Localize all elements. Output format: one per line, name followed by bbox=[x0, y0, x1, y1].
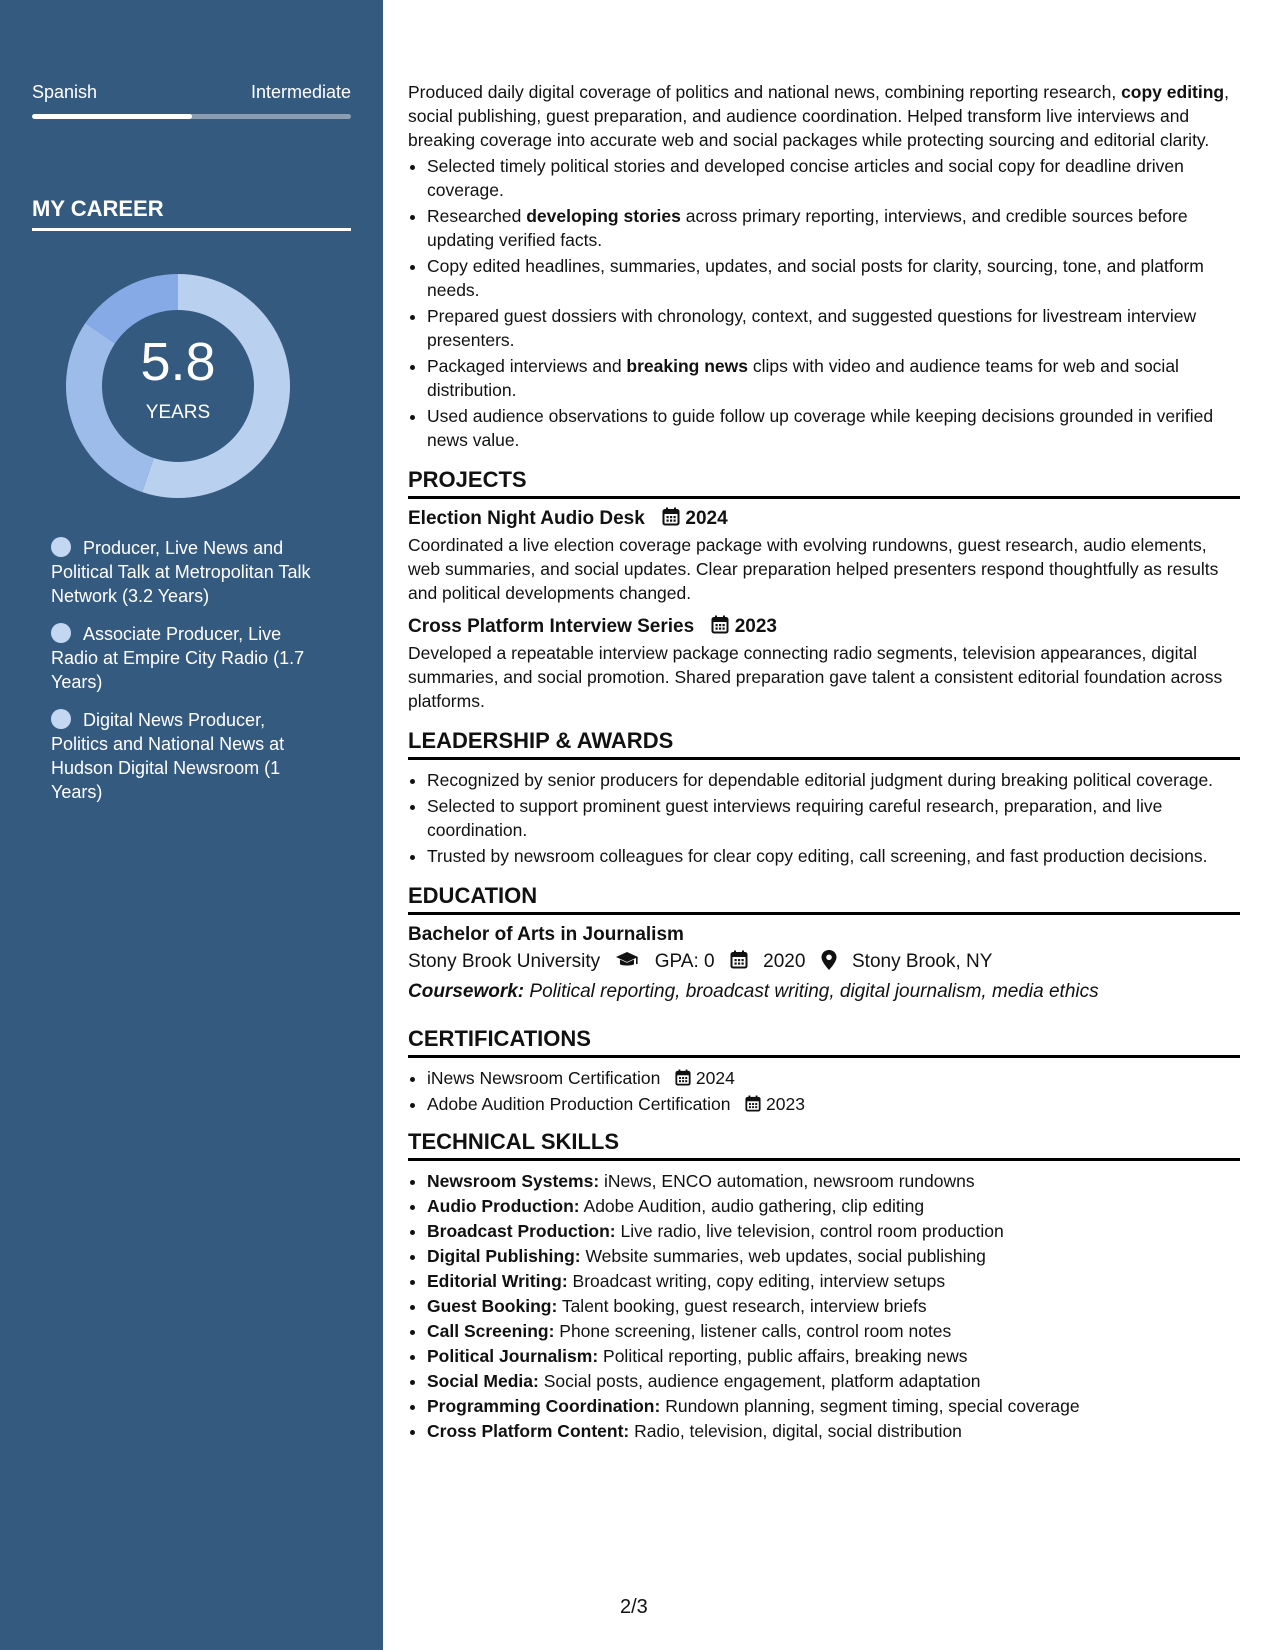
sidebar bbox=[0, 0, 383, 1650]
education-details bbox=[408, 947, 1240, 977]
school-location: Stony Brook, NY bbox=[852, 951, 993, 972]
experience-bullet: • Packaged interviews and breaking news clips with video and audience teams for web and social distribution. bbox=[427, 354, 1240, 402]
map-pin-icon bbox=[821, 950, 837, 970]
gpa: GPA: 0 bbox=[654, 951, 715, 972]
graduation-year: 2020 bbox=[763, 951, 806, 972]
graduation-cap-icon bbox=[615, 951, 639, 969]
calendar-icon bbox=[675, 1069, 691, 1086]
leadership-item: • Selected to support prominent guest interviews requiring careful research, preparation, and live coordination. bbox=[427, 794, 1240, 842]
skill-item: • Political Journalism: Political reporting, public affairs, breaking news bbox=[427, 1344, 1240, 1369]
education-heading: EDUCATION bbox=[408, 884, 1240, 915]
project-description: Developed a repeatable interview package connecting radio segments, television appearances, digital summaries, and social promotion. Shared preparation gave talent a consistent editorial foundation across platforms. bbox=[408, 643, 1223, 711]
certification-item: • iNews Newsroom Certification 2024 bbox=[427, 1066, 1240, 1090]
calendar-icon bbox=[662, 507, 680, 526]
project-year: 2023 bbox=[734, 616, 778, 637]
career-years-donut-chart bbox=[66, 274, 290, 498]
experience-bullet: • Used audience observations to guide follow up coverage while keeping decisions grounded in verified news value. bbox=[427, 404, 1240, 452]
career-list bbox=[51, 536, 321, 818]
skill-item: • Newsroom Systems: iNews, ENCO automation, newsroom rundowns bbox=[427, 1169, 1240, 1194]
page-number: 2/3 bbox=[620, 1596, 648, 1618]
experience-bullet: • Copy edited headlines, summaries, updates, and social posts for clarity, sourcing, tone, and platform needs. bbox=[427, 254, 1240, 302]
leadership-list bbox=[408, 768, 1240, 868]
skill-item: • Social Media: Social posts, audience engagement, platform adaptation bbox=[427, 1369, 1240, 1394]
skill-item: • Call Screening: Phone screening, listener calls, control room notes bbox=[427, 1319, 1240, 1344]
school-name: Stony Brook University bbox=[408, 951, 601, 972]
certifications-list bbox=[408, 1066, 1240, 1116]
coursework: Coursework: Political reporting, broadcast writing, digital journalism, media ethics bbox=[408, 981, 1099, 1002]
leadership-item: • Recognized by senior producers for dependable editorial judgment during breaking political coverage. bbox=[427, 768, 1240, 792]
project-title: Election Night Audio Desk 2024 bbox=[408, 508, 728, 529]
language-name: Spanish bbox=[32, 82, 98, 102]
experience-bullets bbox=[408, 154, 1240, 452]
bullet-dot-icon bbox=[51, 537, 71, 557]
career-item: Digital News Producer, Politics and National News at Hudson Digital Newsroom (1 Years) bbox=[51, 710, 285, 802]
language-proficiency-fill bbox=[32, 114, 192, 119]
technical-skills-heading: TECHNICAL SKILLS bbox=[408, 1130, 1240, 1161]
skill-item: • Programming Coordination: Rundown planning, segment timing, special coverage bbox=[427, 1394, 1240, 1419]
experience-bullet: • Selected timely political stories and developed concise articles and social copy for deadline driven coverage. bbox=[427, 154, 1240, 202]
projects-heading: PROJECTS bbox=[408, 468, 1240, 499]
skill-item: • Guest Booking: Talent booking, guest research, interview briefs bbox=[427, 1294, 1240, 1319]
career-item: Associate Producer, Live Radio at Empire City Radio (1.7 Years) bbox=[51, 624, 305, 692]
skills-list bbox=[408, 1169, 1240, 1444]
skill-item: • Digital Publishing: Website summaries, web updates, social publishing bbox=[427, 1244, 1240, 1269]
certification-item: • Adobe Audition Production Certification 2023 bbox=[427, 1092, 1240, 1116]
bullet-dot-icon bbox=[51, 623, 71, 643]
main-content bbox=[408, 80, 1240, 1444]
project-title: Cross Platform Interview Series 2023 bbox=[408, 616, 778, 637]
calendar-icon bbox=[730, 950, 748, 969]
leadership-item: • Trusted by newsroom colleagues for clear copy editing, call screening, and fast production decisions. bbox=[427, 844, 1240, 868]
skill-item: • Broadcast Production: Live radio, live television, control room production bbox=[427, 1219, 1240, 1244]
total-years-value: 5.8 bbox=[140, 332, 216, 392]
degree-title: Bachelor of Arts in Journalism bbox=[408, 924, 684, 945]
language-row bbox=[32, 82, 351, 103]
certifications-heading: CERTIFICATIONS bbox=[408, 1027, 1240, 1058]
experience-bullet: • Researched developing stories across primary reporting, interviews, and credible sources before updating verified facts. bbox=[427, 204, 1240, 252]
bullet-dot-icon bbox=[51, 709, 71, 729]
years-label: YEARS bbox=[145, 402, 211, 423]
skill-item: • Audio Production: Adobe Audition, audio gathering, clip editing bbox=[427, 1194, 1240, 1219]
experience-bullet: • Prepared guest dossiers with chronology, context, and suggested questions for livestream interview presenters. bbox=[427, 304, 1240, 352]
calendar-icon bbox=[711, 615, 729, 634]
project-year: 2024 bbox=[685, 508, 728, 529]
career-item: Producer, Live News and Political Talk at Metropolitan Talk Network (3.2 Years) bbox=[51, 538, 311, 606]
language-level: Intermediate bbox=[250, 82, 351, 102]
skill-item: • Cross Platform Content: Radio, television, digital, social distribution bbox=[427, 1419, 1240, 1444]
calendar-icon bbox=[745, 1095, 761, 1112]
project-description: Coordinated a live election coverage package with evolving rundowns, guest research, audio elements, web summaries, and social updates. Clear preparation helped presenters respond thoughtfully as results and political developments changed. bbox=[408, 535, 1219, 603]
leadership-heading: LEADERSHIP & AWARDS bbox=[408, 729, 1240, 760]
language-proficiency-bar bbox=[32, 114, 351, 119]
career-heading: MY CAREER bbox=[32, 196, 351, 231]
skill-item: • Editorial Writing: Broadcast writing, copy editing, interview setups bbox=[427, 1269, 1240, 1294]
experience-summary: Produced daily digital coverage of politics and national news, combining reporting research, copy editing, social publishing, guest preparation, and audience coordination. Helped transform live interviews and breaking coverage into accurate web and social packages while protecting sourcing and editorial clarity. bbox=[408, 82, 1229, 150]
